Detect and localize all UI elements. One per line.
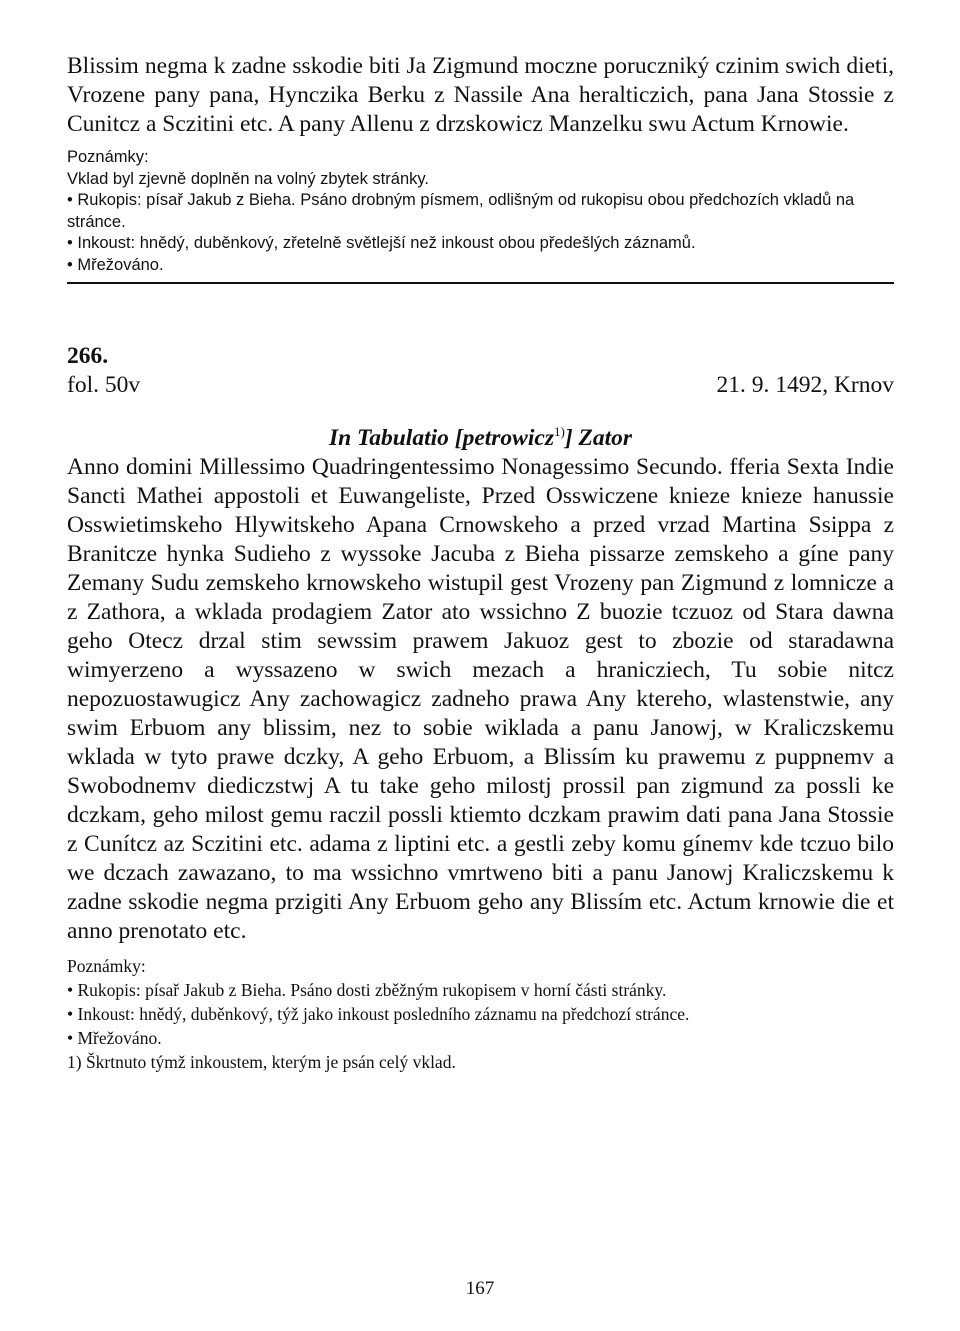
footnote-marker: 1)	[553, 424, 565, 440]
previous-entry-text: Blissim negma k zadne sskodie biti Ja Zigmund moczne poruczniký czinim swich dieti, Vrozene pany pana, Hynczika Berku z Nassile Ana heralticzich, pana Jana Stossie z Cunitcz a Sczitini etc. A pany Allenu z drzskowicz Manzelku swu Actum Krnowie.	[67, 53, 894, 137]
folio-reference: fol. 50v	[67, 372, 141, 398]
entry-notes	[67, 954, 894, 1074]
document-page	[67, 52, 894, 1074]
note-item: • Mřežováno.	[67, 1028, 162, 1048]
entry-text: Anno domini Millessimo Quadringentessimo Nonagessimo Secundo. fferia Sexta Indie Sancti Mathei appostoli et Euwangeliste, Przed Osswiczene knieze knieze hanussie Osswietimskeho Hlywitskeho Apana Crnowskeho a przed vrzad Martina Ssippa z Branitcze hynka Sudieho z wyssoke Jacuba z Bieha pissarze zemskeho a gíne pany Zemany Sudu zemskeho krnowskeho wistupil gest Vrozeny pan Zigmund z lomnicze a z Zathora, a wklada prodagiem Zator ato wssichno Z buozie tczuoz od Stara dawna geho Otecz drzal stim sewssim prawem Jakuoz gest to zbozie od staradawna wimyerzeno a wyssazeno w swich mezach a hranicziech, Tu sobie nitcz nepozuostawugicz Any zachowagicz zadneho prawa Any ktereho, wlastenstwie, any swim Erbuom any blissim, nez to sobie wiklada a panu Janowj, w Kraliczskemu wklada w tyto prawe dczky, A geho Erbuom, a Blissím ku prawemu z puppnemv a Swobodnemv diediczstwj A tu take geho milostj prossil pan zigmund za possli ke dczkam, geho milost gemu raczil possli ktiemto dczkam prawim dati pana Jana Stossie z Cunítcz az Sczitini etc. adama z liptini etc. a gestli zeby komu gínemv kde tczuo bilo we dczach zawazano, to ma wssichno vmrtweno biti a panu Janowj Kraliczskemu k zadne sskodie negma przigiti Any Erbuom geho any Blissím etc. Actum krnowie die et anno prenotato etc.	[67, 454, 894, 944]
section-divider	[67, 282, 894, 284]
note-item: • Rukopis: písař Jakub z Bieha. Psáno drobným písmem, odlišným od rukopisu obou předchozích vkladů na stránce.	[67, 191, 855, 231]
note-item: • Mřežováno.	[67, 255, 164, 274]
note-item: Vklad byl zjevně doplněn na volný zbytek stránky.	[67, 169, 429, 188]
notes-label: Poznámky:	[67, 148, 149, 166]
footnote-text: 1) Škrtnuto týmž inkoustem, kterým je psán celý vklad.	[67, 1052, 456, 1072]
heading-text-start: In Tabulatio [petrowicz	[328, 425, 554, 451]
previous-entry-notes	[67, 147, 894, 276]
date-place: 21. 9. 1492, Krnov	[716, 372, 894, 398]
notes-label: Poznámky:	[67, 956, 146, 976]
note-item: • Inkoust: hnědý, duběnkový, týž jako inkoust posledního záznamu na předchozí stránce.	[67, 1004, 690, 1024]
heading-text-end: ] Zator	[564, 425, 633, 451]
entry-number: 266.	[67, 343, 109, 369]
note-item: • Rukopis: písař Jakub z Bieha. Psáno dosti zběžným rukopisem v horní části stránky.	[67, 980, 667, 1000]
note-item: • Inkoust: hnědý, duběnkový, zřetelně světlejší než inkoust obou předešlých záznamů.	[67, 234, 696, 252]
entry-heading	[67, 424, 894, 453]
entry-meta-row	[67, 371, 894, 400]
page-number: 167	[465, 1278, 495, 1299]
